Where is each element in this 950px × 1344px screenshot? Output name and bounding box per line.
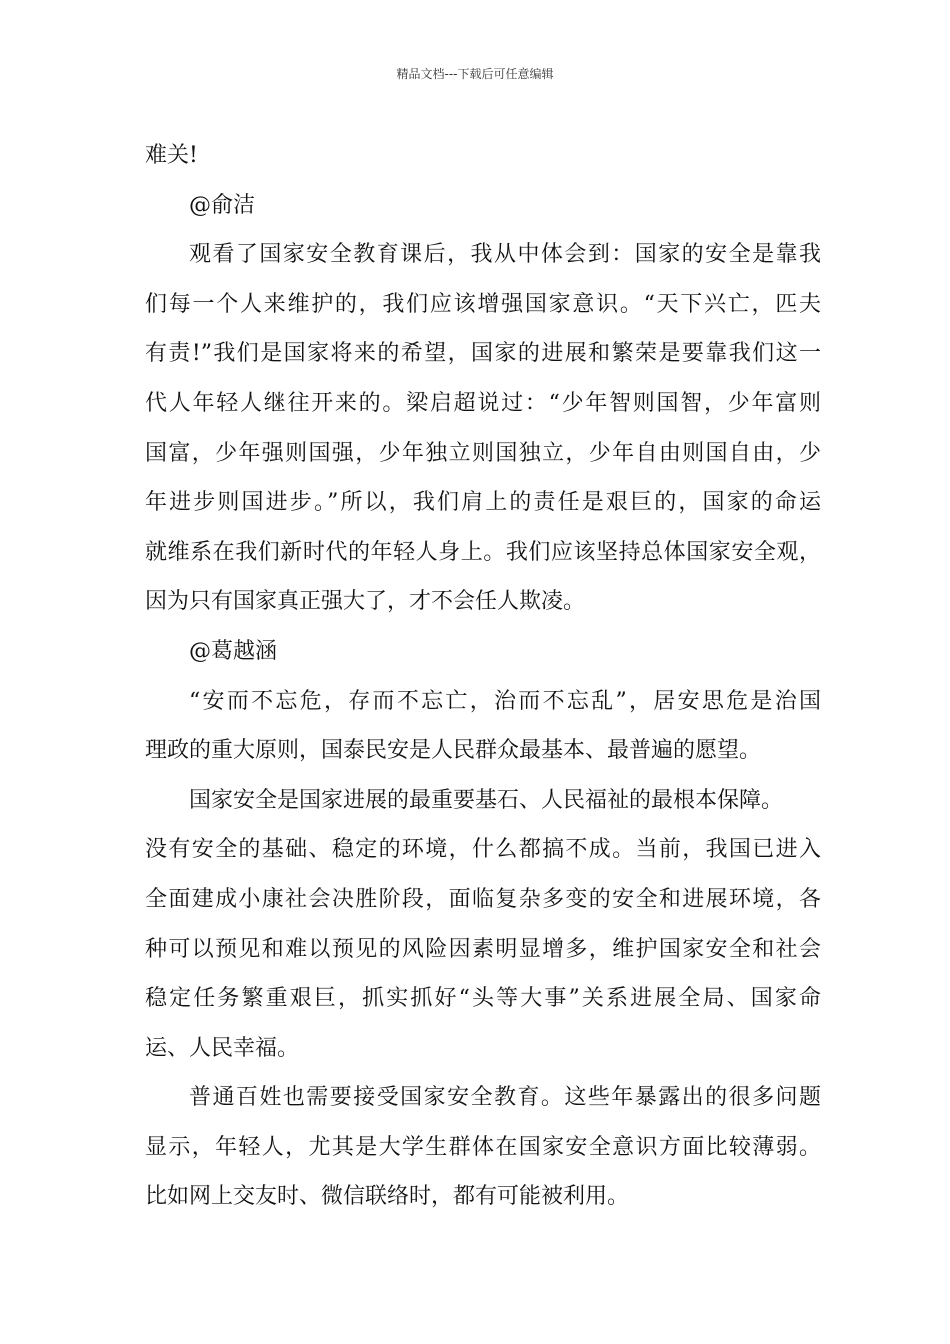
text-line: 年进步则国进步。”所以，我们肩上的责任是艰巨的，国家的命运 <box>145 490 821 516</box>
text-line: 就维系在我们新时代的年轻人身上。我们应该坚持总体国家安全观， <box>145 539 821 565</box>
text-line: 显示，年轻人，尤其是大学生群体在国家安全意识方面比较薄弱。 <box>145 1134 821 1160</box>
text-line: 种可以预见和难以预见的风险因素明显增多，维护国家安全和社会 <box>145 936 821 962</box>
text-line: 国富，少年强则国强，少年独立则国独立，少年自由则国自由，少 <box>145 440 821 466</box>
text-line: 观看了国家安全教育课后，我从中体会到：国家的安全是靠我 <box>189 242 821 268</box>
page-header: 精品文档---下载后可任意编辑 <box>396 67 554 81</box>
text-line: 难关! <box>145 143 198 168</box>
text-line: @俞洁 <box>189 192 256 218</box>
text-line: 国家安全是国家进展的最重要基石、人民福祉的最根本保障。 <box>189 787 784 813</box>
text-line: 比如网上交友时、微信联络时，都有可能被利用。 <box>145 1184 630 1210</box>
text-line: “安而不忘危，存而不忘亡，治而不忘乱”，居安思危是治国 <box>189 688 821 714</box>
text-line: 普通百姓也需要接受国家安全教育。这些年暴露出的很多问题 <box>189 1085 821 1111</box>
text-line: @葛越涵 <box>189 638 278 664</box>
text-line: 理政的重大原则，国泰民安是人民群众最基本、最普遍的愿望。 <box>145 738 762 764</box>
text-line: 因为只有国家真正强大了，才不会任人欺凌。 <box>145 589 586 615</box>
text-line: 全面建成小康社会决胜阶段，面临复杂多变的安全和进展环境，各 <box>145 886 821 912</box>
text-line: 没有安全的基础、稳定的环境，什么都搞不成。当前，我国已进入 <box>145 837 821 863</box>
text-line: 稳定任务繁重艰巨，抓实抓好“头等大事”关系进展全局、国家命 <box>145 986 821 1012</box>
text-line: 有责!”我们是国家将来的希望，国家的进展和繁荣是要靠我们这一 <box>145 341 821 367</box>
text-line: 代人年轻人继往开来的。梁启超说过：“少年智则国智，少年富则 <box>145 390 821 416</box>
document-body <box>145 131 821 1222</box>
text-line: 们每一个人来维护的，我们应该增强国家意识。“天下兴亡，匹夫 <box>145 291 821 317</box>
text-line: 运、人民幸福。 <box>145 1035 300 1061</box>
